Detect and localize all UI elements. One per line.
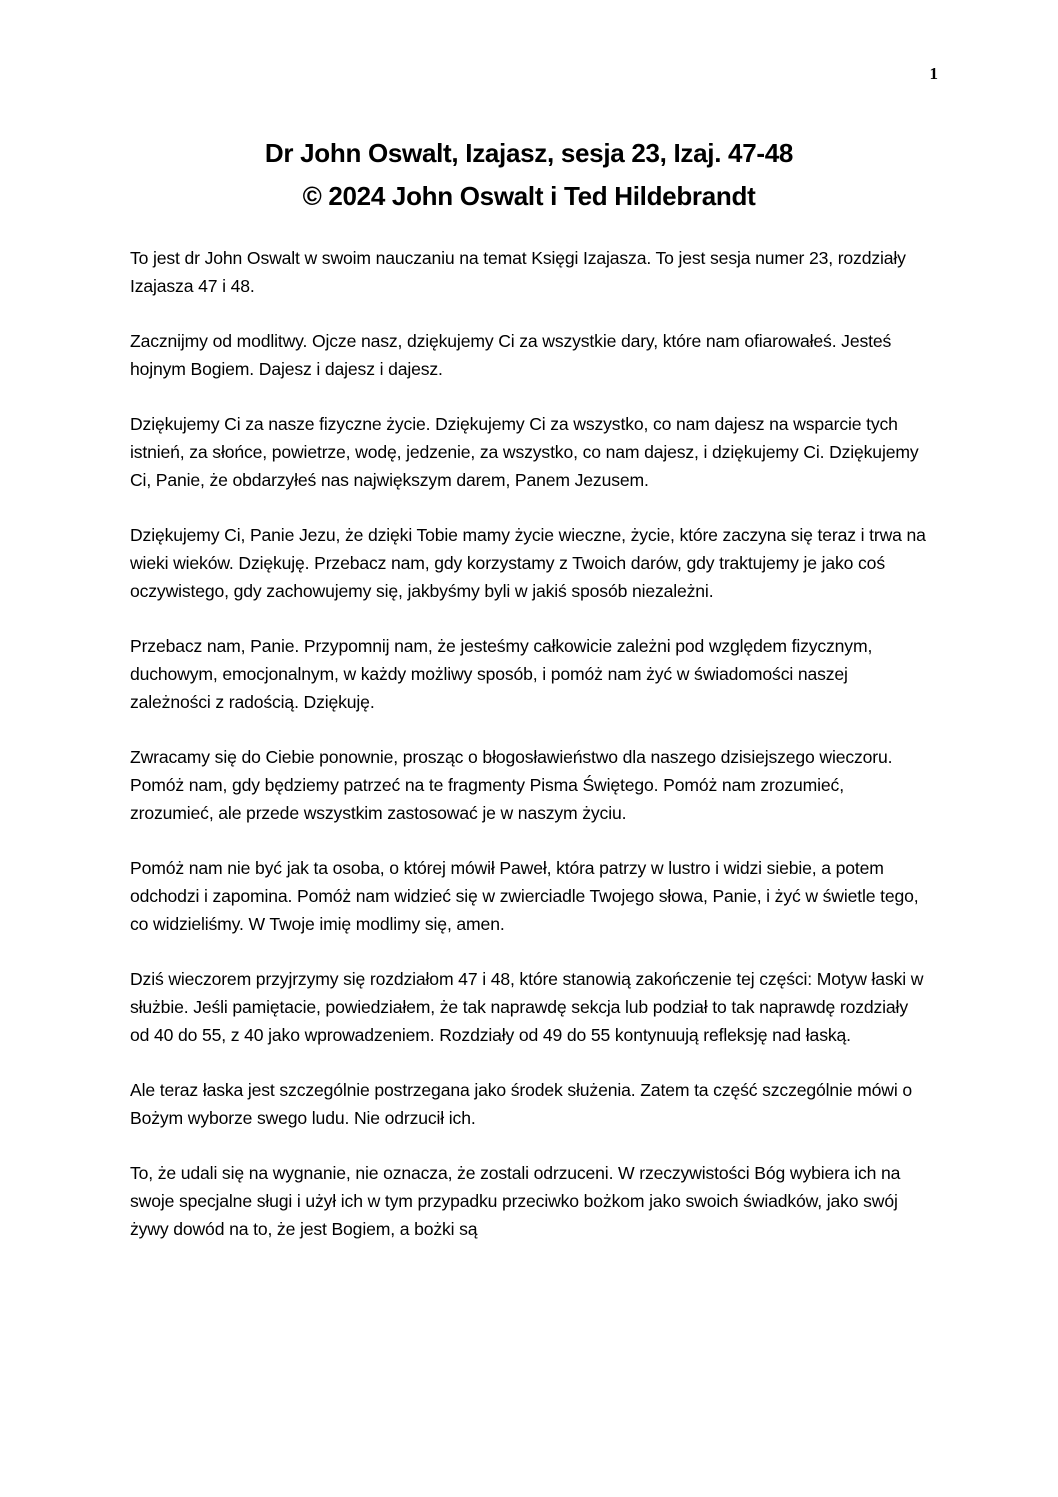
title-line-1: Dr John Oswalt, Izajasz, sesja 23, Izaj. 47-48: [264, 138, 794, 168]
paragraph: To, że udali się na wygnanie, nie oznacza, że zostali odrzuceni. W rzeczywistości Bóg wybiera ich na swoje specjalne sługi i użył ich w tym przypadku przeciwko bożkom jako swoich świadków, jako swój żywy dowód na to, że jest Bogiem, a bożki są: [130, 1163, 901, 1239]
paragraph: To jest dr John Oswalt w swoim nauczaniu na temat Księgi Izajasza. To jest sesja numer 23, rozdziały Izajasza 47 i 48.: [130, 248, 906, 296]
paragraph: Ale teraz łaska jest szczególnie postrzegana jako środek służenia. Zatem ta część szczególnie mówi o Bożym wyborze swego ludu. Nie odrzucił ich.: [130, 1080, 912, 1128]
title-line-2: © 2024 John Oswalt i Ted Hildebrandt: [302, 181, 756, 211]
document-body: [130, 244, 930, 1270]
paragraph: Przebacz nam, Panie. Przypomnij nam, że jesteśmy całkowicie zależni pod względem fizycznym, duchowym, emocjonalnym, w każdy możliwy sposób, i pomóż nam żyć w świadomości naszej zależności z radością. Dziękuję.: [130, 636, 873, 712]
paragraph: Pomóż nam nie być jak ta osoba, o której mówił Paweł, która patrzy w lustro i widzi siebie, a potem odchodzi i zapomina. Pomóż nam widzieć się w zwierciadle Twojego słowa, Panie, i żyć w świetle tego, co widzieliśmy. W Twoje imię modlimy się, amen.: [130, 858, 919, 934]
paragraph: Dziś wieczorem przyjrzymy się rozdziałom 47 i 48, które stanowią zakończenie tej części: Motyw łaski w służbie. Jeśli pamiętacie, powiedziałem, że tak naprawdę sekcja lub podział to tak naprawdę rozdziały od 40 do 55, z 40 jako wprowadzeniem. Rozdziały od 49 do 55 kontynuują refleksję nad łaską.: [130, 969, 924, 1045]
paragraph: Zacznijmy od modlitwy. Ojcze nasz, dziękujemy Ci za wszystkie dary, które nam ofiarowałeś. Jesteś hojnym Bogiem. Dajesz i dajesz i dajesz.: [130, 331, 892, 379]
page-number: 1: [929, 64, 938, 83]
paragraph: Zwracamy się do Ciebie ponownie, prosząc o błogosławieństwo dla naszego dzisiejszego wieczoru. Pomóż nam, gdy będziemy patrzeć na te fragmenty Pisma Świętego. Pomóż nam zrozumieć, zrozumieć, ale przede wszystkim zastosować je w naszym życiu.: [130, 747, 893, 823]
document-title: [80, 132, 978, 218]
paragraph: Dziękujemy Ci, Panie Jezu, że dzięki Tobie mamy życie wieczne, życie, które zaczyna się teraz i trwa na wieki wieków. Dziękuję. Przebacz nam, gdy korzystamy z Twoich darów, gdy traktujemy je jako coś oczywistego, gdy zachowujemy się, jakbyśmy byli w jakiś sposób niezależni.: [130, 525, 926, 601]
paragraph: Dziękujemy Ci za nasze fizyczne życie. Dziękujemy Ci za wszystko, co nam dajesz na wsparcie tych istnień, za słońce, powietrze, wodę, jedzenie, za wszystko, co nam dajesz, i dziękujemy Ci. Dziękujemy Ci, Panie, że obdarzyłeś nas największym darem, Panem Jezusem.: [130, 414, 919, 490]
